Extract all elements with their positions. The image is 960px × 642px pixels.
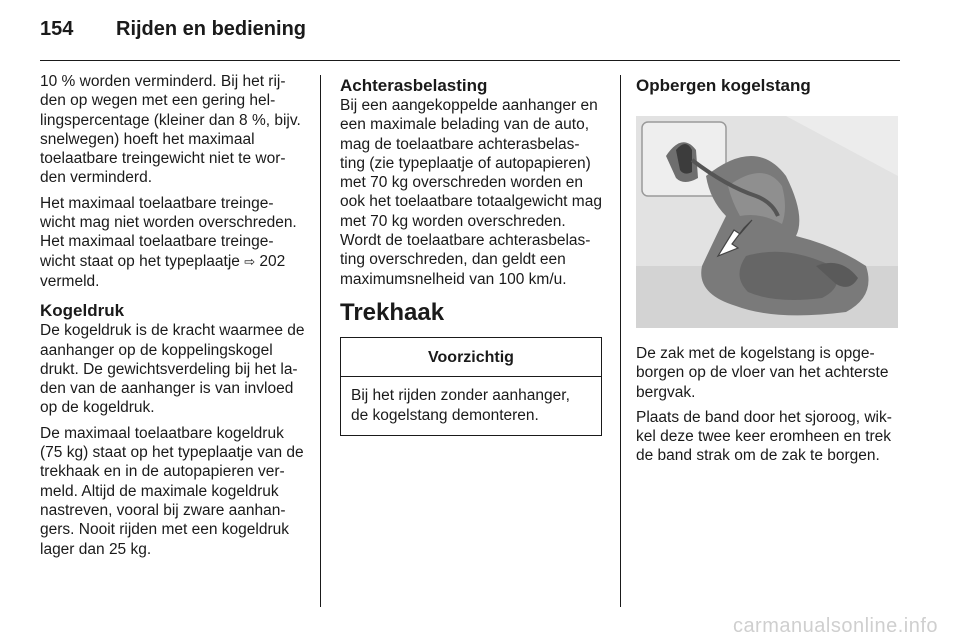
paragraph: Bij een aangekoppelde aanhanger en een maximale belading van de auto, mag de toelaatbare achterasbelas-ting (zie typeplaatje of autopapieren) met 70 kg overschreden worden en ook het toelaatbare totaalgewicht mag met 70 kg worden overschreden. Wordt de toelaatbare achterasbelas-ting overschreden, dan geldt een maximumsnelheid van 100 km/u. — [340, 97, 602, 288]
paragraph: Plaats de band door het sjoroog, wik-kel deze twee keer eromheen en trek de band strak om de zak te borgen. — [636, 408, 892, 465]
caution-text: Bij het rijden zonder aanhanger, de kogelstang demonteren. — [351, 387, 570, 424]
column-left — [40, 72, 306, 565]
cross-reference-arrow-icon: ⇨ — [244, 254, 256, 270]
section-heading-opbergen: Opbergen kogelstang — [636, 76, 811, 95]
page-number: 154 — [40, 18, 74, 40]
paragraph: Het maximaal toelaatbare treinge-wicht mag niet worden overschreden. Het maximaal toelaatbare treinge-wicht staat op het typeplaatje ⇨ 202 vermeld. — [40, 194, 297, 290]
paragraph: De maximaal toelaatbare kogeldruk (75 kg) staat op het typeplaatje van de trekhaak en in de autopapieren ver-meld. Altijd de maximale kogeldruk nastreven, vooral bij zware aanhan-gers. Nooit rijden met een kogeldruk lager dan 25 kg. — [40, 424, 304, 558]
towbar-bag-illustration — [636, 116, 898, 328]
section-heading-trekhaak: Trekhaak — [340, 298, 445, 326]
column-divider — [620, 75, 621, 607]
paragraph: De zak met de kogelstang is opge-borgen op de vloer van het achterste bergvak. — [636, 345, 889, 401]
caution-title: Voorzichtig — [341, 338, 601, 377]
header-divider — [40, 60, 900, 61]
page-title: Rijden en bediening — [116, 18, 307, 40]
cross-reference-page[interactable]: 202 — [255, 252, 286, 270]
section-heading-kogeldruk: Kogeldruk — [40, 301, 125, 321]
column-right — [636, 72, 900, 472]
section-heading-achterasbelasting: Achterasbelasting — [340, 76, 488, 95]
column-divider — [320, 75, 321, 607]
watermark: carmanualsonline.info — [732, 615, 938, 637]
column-middle — [340, 72, 602, 436]
paragraph: 10 % worden verminderd. Bij het rij-den op wegen met een gering hel-lingspercentage (kleiner dan 8 %, bijv. snelwegen) hoeft het maximaal toelaatbare treingewicht niet te wor-den verminderd. — [40, 73, 301, 187]
page-header — [40, 18, 306, 41]
paragraph: De kogeldruk is de kracht waarmee de aanhanger op de koppelingskogel drukt. De gewichtsverdeling bij het la-den van de aanhanger is van invloed op de kogeldruk. — [40, 322, 305, 417]
caution-box — [340, 337, 602, 436]
